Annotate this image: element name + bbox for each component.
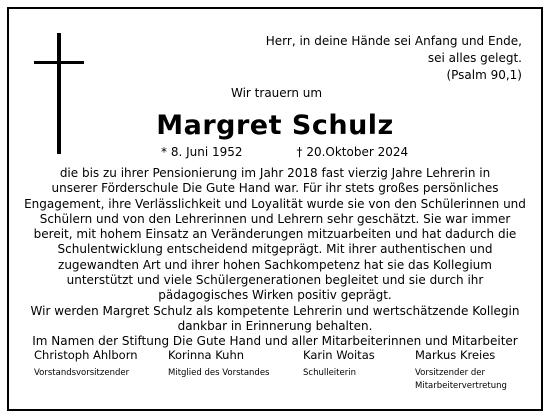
signatory-role-line-2: Mitarbeitervertretung: [415, 381, 507, 391]
deceased-name: Margret Schulz: [156, 110, 394, 141]
signatory-name: Karin Woitas: [303, 348, 375, 362]
psalm-line-2: sei alles gelegt.: [427, 51, 522, 65]
body-line: Schülern und von den Lehrerinnen und Lehrern sehr geschätzt. Sie war immer: [39, 211, 511, 226]
body-line: dankbar in Erinnerung behalten.: [177, 318, 373, 333]
signatory-name: Korinna Kuhn: [168, 348, 245, 362]
body-line: zugewandten Art und ihrer hohen Sachkompetenz hat sie das Kollegium: [58, 257, 492, 272]
death-date: † 20.Oktober 2024: [296, 145, 409, 159]
signatory: [168, 348, 270, 379]
psalm-reference: (Psalm 90,1): [446, 68, 522, 82]
signatory-role: Mitglied des Vorstandes: [168, 368, 270, 378]
signatory-role: Vorsitzender der: [415, 368, 485, 378]
signatory-name: Markus Kreies: [415, 348, 496, 362]
signatory-role: Vorstandsvorsitzender: [34, 368, 130, 378]
body-line: bereit, mit hohem Einsatz an Veränderungen mitzuarbeiten und hat dadurch die: [33, 227, 517, 242]
body-line: Engagement, ihre Verlässlichkeit und Loyalität wurde sie von den Schülerinnen und: [24, 196, 526, 211]
mourning-text: Wir trauern um: [231, 86, 323, 100]
obituary-text: [20, 166, 530, 350]
body-line: Im Namen der Stiftung Die Gute Hand und aller Mitarbeiterinnen und Mitarbeiter: [32, 334, 518, 349]
body-line: unterstützt und viele Schülergenerationen begleitet und sie durch ihr: [66, 273, 484, 288]
signatory-name: Christoph Ahlborn: [34, 348, 138, 362]
birth-date: * 8. Juni 1952: [161, 145, 243, 159]
signatory-role: Schulleiterin: [303, 368, 356, 378]
signatory: [303, 348, 375, 379]
psalm-quote: [266, 33, 522, 84]
signatory: [34, 348, 138, 379]
body-line: die bis zu ihrer Pensionierung im Jahr 2018 fast vierzig Jahre Lehrerin in: [59, 166, 491, 180]
life-dates: [161, 144, 408, 160]
body-line: Schulentwicklung entscheidend mitgeprägt. Mit ihrer authentischen und: [57, 242, 493, 257]
body-line: unserer Förderschule Die Gute Hand war. Für ihr stets großes persönliches: [51, 181, 499, 196]
body-line: Wir werden Margret Schulz als kompetente Lehrerin und wertschätzende Kollegin: [30, 303, 520, 318]
body-line: pädagogisches Wirken positiv geprägt.: [158, 288, 392, 303]
signatory: [415, 348, 507, 392]
psalm-line-1: Herr, in deine Hände sei Anfang und Ende,: [265, 34, 522, 48]
